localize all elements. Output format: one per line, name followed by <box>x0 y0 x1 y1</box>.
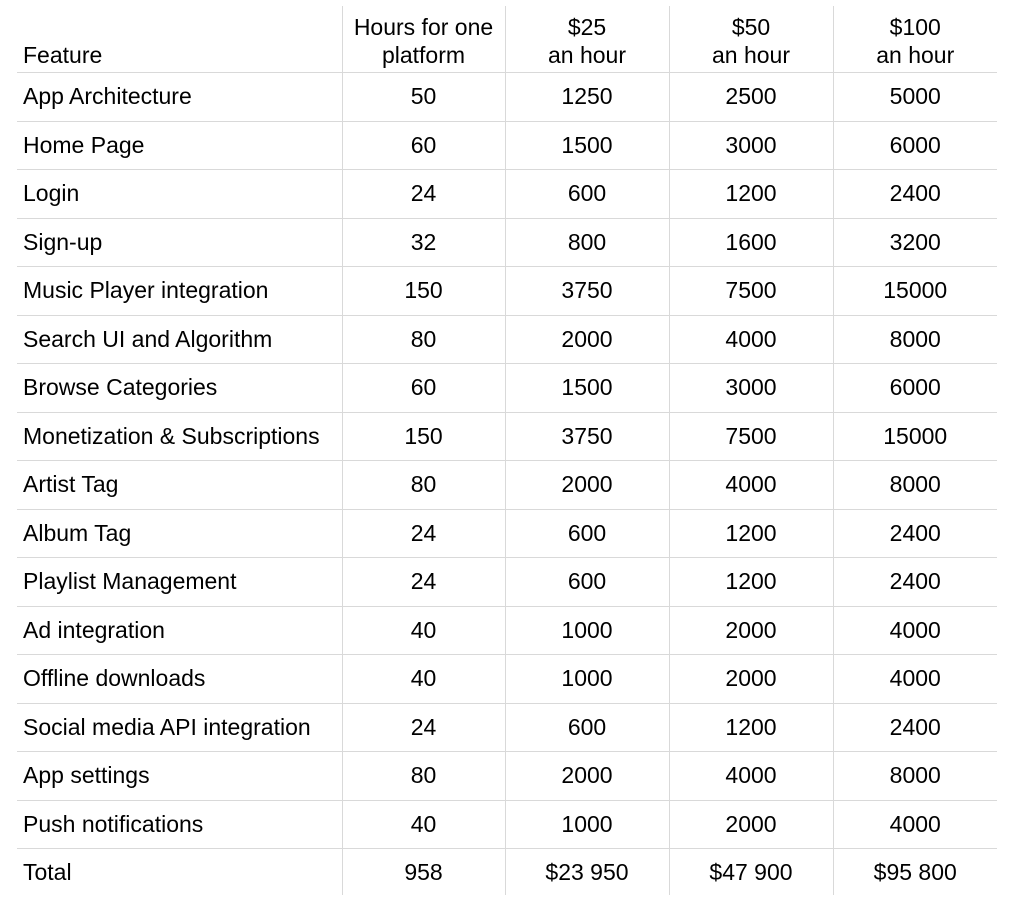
table-row <box>17 170 997 219</box>
cost-100-cell: 8000 <box>833 752 997 801</box>
cost-50-cell: 3000 <box>669 364 833 413</box>
hours-cell: 80 <box>342 315 505 364</box>
cost-50-cell: 1200 <box>669 170 833 219</box>
hours-cell: 24 <box>342 170 505 219</box>
feature-cell: Push notifications <box>17 800 342 849</box>
cost-100-cell: 5000 <box>833 73 997 122</box>
table-row <box>17 364 997 413</box>
header-hours-line-2: platform <box>381 42 466 68</box>
feature-cell: Home Page <box>17 121 342 170</box>
cost-100-cell: 8000 <box>833 315 997 364</box>
total-cost-25: $23 950 <box>505 849 669 896</box>
hours-cell: 24 <box>342 703 505 752</box>
table-row <box>17 412 997 461</box>
cost-25-cell: 3750 <box>505 412 669 461</box>
cost-25-cell: 2000 <box>505 461 669 510</box>
feature-cell: Artist Tag <box>17 461 342 510</box>
cost-25-cell: 600 <box>505 170 669 219</box>
header-row <box>17 6 997 73</box>
header-rate-25 <box>505 6 669 73</box>
hours-cell: 40 <box>342 655 505 704</box>
table-row <box>17 655 997 704</box>
feature-cell: App settings <box>17 752 342 801</box>
feature-cell: Search UI and Algorithm <box>17 315 342 364</box>
cost-100-cell: 2400 <box>833 558 997 607</box>
header-rate-50 <box>669 6 833 73</box>
cost-25-cell: 1000 <box>505 800 669 849</box>
table-row <box>17 121 997 170</box>
cost-50-cell: 2500 <box>669 73 833 122</box>
total-label: Total <box>23 858 72 885</box>
table-row <box>17 218 997 267</box>
total-cost-50: $47 900 <box>669 849 833 896</box>
table-row <box>17 461 997 510</box>
cost-100-cell: 6000 <box>833 121 997 170</box>
feature-cell: Sign-up <box>17 218 342 267</box>
cost-50-cell: 1200 <box>669 703 833 752</box>
hours-cell: 40 <box>342 800 505 849</box>
header-rate-25-line-1: $25 <box>567 14 607 40</box>
header-hours-line-1: Hours for one <box>353 14 494 40</box>
cost-50-cell: 1200 <box>669 509 833 558</box>
hours-cell: 80 <box>342 461 505 510</box>
cost-table-container <box>17 6 997 895</box>
table-row <box>17 703 997 752</box>
cost-25-cell: 2000 <box>505 315 669 364</box>
cost-25-cell: 1500 <box>505 121 669 170</box>
cost-50-cell: 2000 <box>669 655 833 704</box>
cost-50-cell: 4000 <box>669 461 833 510</box>
cost-50-cell: 2000 <box>669 606 833 655</box>
cost-50-cell: 1200 <box>669 558 833 607</box>
hours-cell: 150 <box>342 267 505 316</box>
cost-25-cell: 800 <box>505 218 669 267</box>
cost-50-cell: 4000 <box>669 752 833 801</box>
cost-100-cell: 2400 <box>833 703 997 752</box>
feature-cell: Browse Categories <box>17 364 342 413</box>
hours-cell: 24 <box>342 558 505 607</box>
header-rate-50-line-2: an hour <box>711 42 790 68</box>
cost-25-cell: 600 <box>505 558 669 607</box>
table-row <box>17 315 997 364</box>
table-row <box>17 558 997 607</box>
feature-cell: Social media API integration <box>17 703 342 752</box>
hours-cell: 80 <box>342 752 505 801</box>
header-rate-25-line-2: an hour <box>547 42 626 68</box>
header-feature: Feature <box>17 6 342 73</box>
cost-25-cell: 1500 <box>505 364 669 413</box>
hours-cell: 24 <box>342 509 505 558</box>
cost-100-cell: 4000 <box>833 606 997 655</box>
table-row <box>17 800 997 849</box>
cost-100-cell: 3200 <box>833 218 997 267</box>
header-rate-100 <box>833 6 997 73</box>
hours-cell: 40 <box>342 606 505 655</box>
hours-cell: 60 <box>342 364 505 413</box>
hours-cell: 32 <box>342 218 505 267</box>
table-row <box>17 509 997 558</box>
cost-100-cell: 2400 <box>833 170 997 219</box>
cost-25-cell: 1250 <box>505 73 669 122</box>
cost-25-cell: 3750 <box>505 267 669 316</box>
feature-cell: Offline downloads <box>17 655 342 704</box>
feature-cell: Album Tag <box>17 509 342 558</box>
cost-25-cell: 2000 <box>505 752 669 801</box>
cost-100-cell: 15000 <box>833 267 997 316</box>
cost-100-cell: 6000 <box>833 364 997 413</box>
cost-100-cell: 8000 <box>833 461 997 510</box>
cost-50-cell: 3000 <box>669 121 833 170</box>
hours-cell: 60 <box>342 121 505 170</box>
cost-100-cell: 15000 <box>833 412 997 461</box>
table-row <box>17 752 997 801</box>
cost-50-cell: 7500 <box>669 412 833 461</box>
cost-50-cell: 1600 <box>669 218 833 267</box>
header-rate-100-line-2: an hour <box>876 42 955 68</box>
hours-cell: 50 <box>342 73 505 122</box>
cost-100-cell: 4000 <box>833 800 997 849</box>
table-row <box>17 267 997 316</box>
hours-cell: 150 <box>342 412 505 461</box>
cost-25-cell: 600 <box>505 509 669 558</box>
total-row <box>17 849 997 896</box>
header-hours <box>342 6 505 73</box>
feature-cell: Music Player integration <box>17 267 342 316</box>
cost-25-cell: 1000 <box>505 606 669 655</box>
feature-cell: Login <box>17 170 342 219</box>
cost-25-cell: 1000 <box>505 655 669 704</box>
cost-50-cell: 2000 <box>669 800 833 849</box>
feature-cell: App Architecture <box>17 73 342 122</box>
feature-cell: Ad integration <box>17 606 342 655</box>
cost-25-cell: 600 <box>505 703 669 752</box>
cost-50-cell: 7500 <box>669 267 833 316</box>
total-hours: 958 <box>342 849 505 896</box>
header-rate-100-line-1: $100 <box>889 14 941 40</box>
feature-cell: Monetization & Subscriptions <box>17 412 342 461</box>
header-rate-50-line-1: $50 <box>731 14 771 40</box>
cost-100-cell: 4000 <box>833 655 997 704</box>
cost-100-cell: 2400 <box>833 509 997 558</box>
feature-cell: Playlist Management <box>17 558 342 607</box>
cost-estimate-table <box>17 6 997 895</box>
table-row <box>17 73 997 122</box>
table-row <box>17 606 997 655</box>
total-cost-100: $95 800 <box>833 849 997 896</box>
cost-50-cell: 4000 <box>669 315 833 364</box>
